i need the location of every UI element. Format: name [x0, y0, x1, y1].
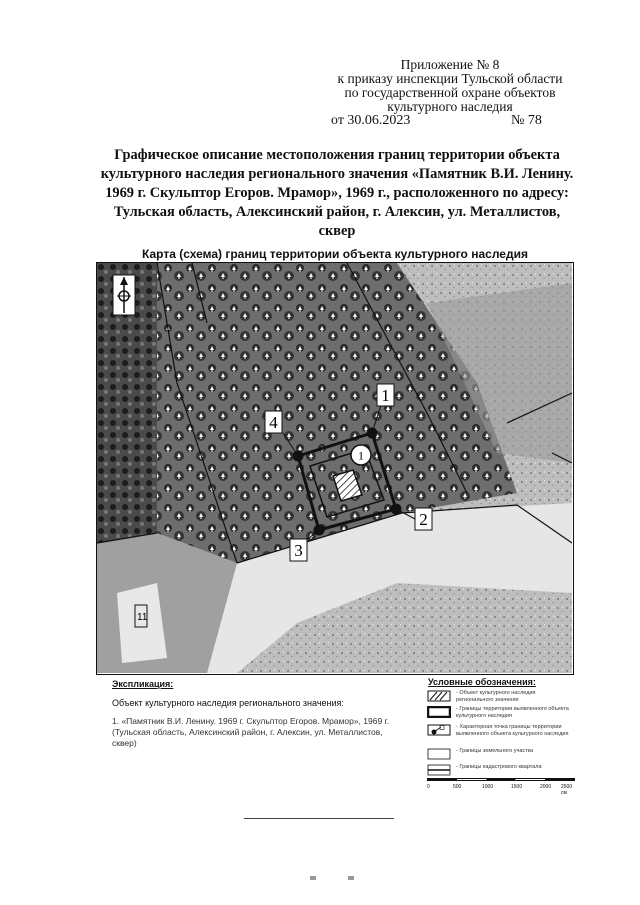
scale-bar	[427, 778, 575, 781]
scale-tick-label: 2500 см	[561, 784, 573, 796]
legend-text: - Границы территории выявленного объекта культурного наследия	[456, 706, 569, 719]
appendix-line: по государственной охране объектов	[344, 85, 556, 100]
legend-text: - Объект культурного наследия регионального значения	[456, 690, 536, 703]
order-date: от 30.06.2023	[331, 113, 411, 128]
scale-tick-label: 1000	[482, 784, 494, 790]
title-line: сквер	[318, 223, 356, 239]
char-point-icon	[427, 724, 451, 736]
scale-tick-label: 1500	[511, 784, 523, 790]
appendix-line: культурного наследия	[387, 99, 513, 114]
boundary-line-icon	[427, 706, 451, 718]
scale-tick-label: 0	[427, 784, 430, 790]
explication-item: 1. «Памятник В.И. Ленину. 1969 г. Скульптор Егоров. Мрамор», 1969 г. (Тульская область, Алексинский район, г. Алексин, ул. Металлистов, сквер)	[112, 716, 389, 748]
scale-labels	[427, 784, 575, 796]
footer-divider	[244, 818, 394, 819]
explication-object-heading: Объект культурного наследия регионального значения:	[112, 698, 344, 708]
legend-text: - Границы кадастрового квартала	[456, 764, 542, 770]
title-line: Тульская область, Алексинский район, г. Алексин, ул. Металлистов,	[113, 204, 561, 220]
scale-tick-label: 2000	[540, 784, 552, 790]
legend-text: - Границы земельного участка	[456, 748, 534, 754]
map-caption: Карта (схема) границ территории объекта культурного наследия	[142, 247, 528, 261]
explication-heading: Экспликация:	[112, 679, 174, 689]
object-label: 1	[358, 448, 364, 463]
title-line: культурного наследия регионального значения «Памятник В.И. Ленину.	[100, 166, 574, 182]
legend-text: - Характерная точка границы территории выявленного объекта культурного наследия	[456, 724, 569, 737]
point-label-4: 4	[269, 413, 278, 432]
north-arrow-icon	[113, 275, 135, 315]
object-marker	[351, 445, 371, 465]
appendix-block	[300, 58, 600, 114]
page-mark	[310, 876, 316, 880]
point-label-3: 3	[294, 541, 303, 560]
document-title	[70, 146, 604, 241]
legend-heading: Условные обозначения:	[428, 677, 536, 687]
appendix-line: к приказу инспекции Тульской области	[337, 71, 563, 86]
point-label-2: 2	[419, 510, 428, 529]
parcel-label: 11	[137, 612, 148, 623]
scale-tick-label: 500	[453, 784, 462, 790]
map-scheme	[96, 262, 574, 675]
title-line: Графическое описание местоположения границ территории объекта	[114, 147, 560, 163]
land-parcel-line-icon	[427, 748, 451, 760]
map-image	[97, 263, 572, 673]
object-icon	[427, 690, 451, 702]
cadastral-quarter-line-icon	[427, 764, 451, 776]
order-number: № 78	[511, 113, 542, 128]
point-label-1: 1	[381, 386, 390, 405]
page-mark	[348, 876, 354, 880]
title-line: 1969 г. Скульптор Егоров. Мрамор», 1969 г., расположенного по адресу:	[105, 185, 569, 201]
appendix-line: Приложение № 8	[400, 57, 500, 72]
